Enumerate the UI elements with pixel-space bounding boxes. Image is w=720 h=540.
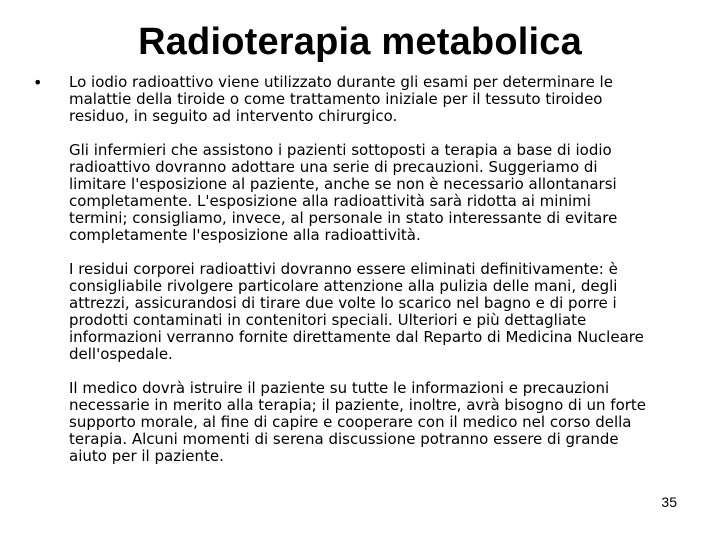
- paragraph-doctor-instructions: Il medico dovrà istruire il paziente su tutte le informazioni e precauzioni necessarie in merito alla terapia; il paziente, inoltre, avrà bisogno di un forte supporto morale, al fine di capire e cooperare con il medico nel corso della terapia. Alcuni momenti di serena discussione potranno essere di grande aiuto per il paziente.: [69, 379, 647, 465]
- body-text: [69, 74, 687, 482]
- paragraph-iodine-use: Lo iodio radioattivo viene utilizzato durante gli esami per determinare le malattie della tiroide o come trattamento iniziale per il tessuto tiroideo residuo, in seguito ad intervento chirurgico.: [69, 73, 613, 125]
- bullet-marker: •: [33, 73, 43, 92]
- slide-title: Radioterapia metabolica: [138, 21, 582, 63]
- paragraph-nurse-precautions: Gli infermieri che assistono i pazienti sottoposti a terapia a base di iodio radioattivo dovranno adottare una serie di precauzioni. Suggeriamo di limitare l'esposizione al paziente, anche se non è necessario allontanarsi completamente. L'esposizione alla radioattività sarà ridotta ai minimi termini; consigliamo, invece, al personale in stato interessante di evitare completamente l'esposizione alla radioattività.: [69, 141, 618, 244]
- page-number: 35: [661, 494, 677, 510]
- paragraph-waste-disposal: I residui corporei radioattivi dovranno essere eliminati definitivamente: è consigliabile rivolgere particolare attenzione alla pulizia delle mani, degli attrezzi, assicurandosi di tirare due volte lo scarico nel bagno e di porre i prodotti contaminati in contenitori speciali. Ulteriori e più dettagliate informazioni verranno fornite direttamente dal Reparto di Medicina Nucleare dell'ospedale.: [69, 260, 644, 363]
